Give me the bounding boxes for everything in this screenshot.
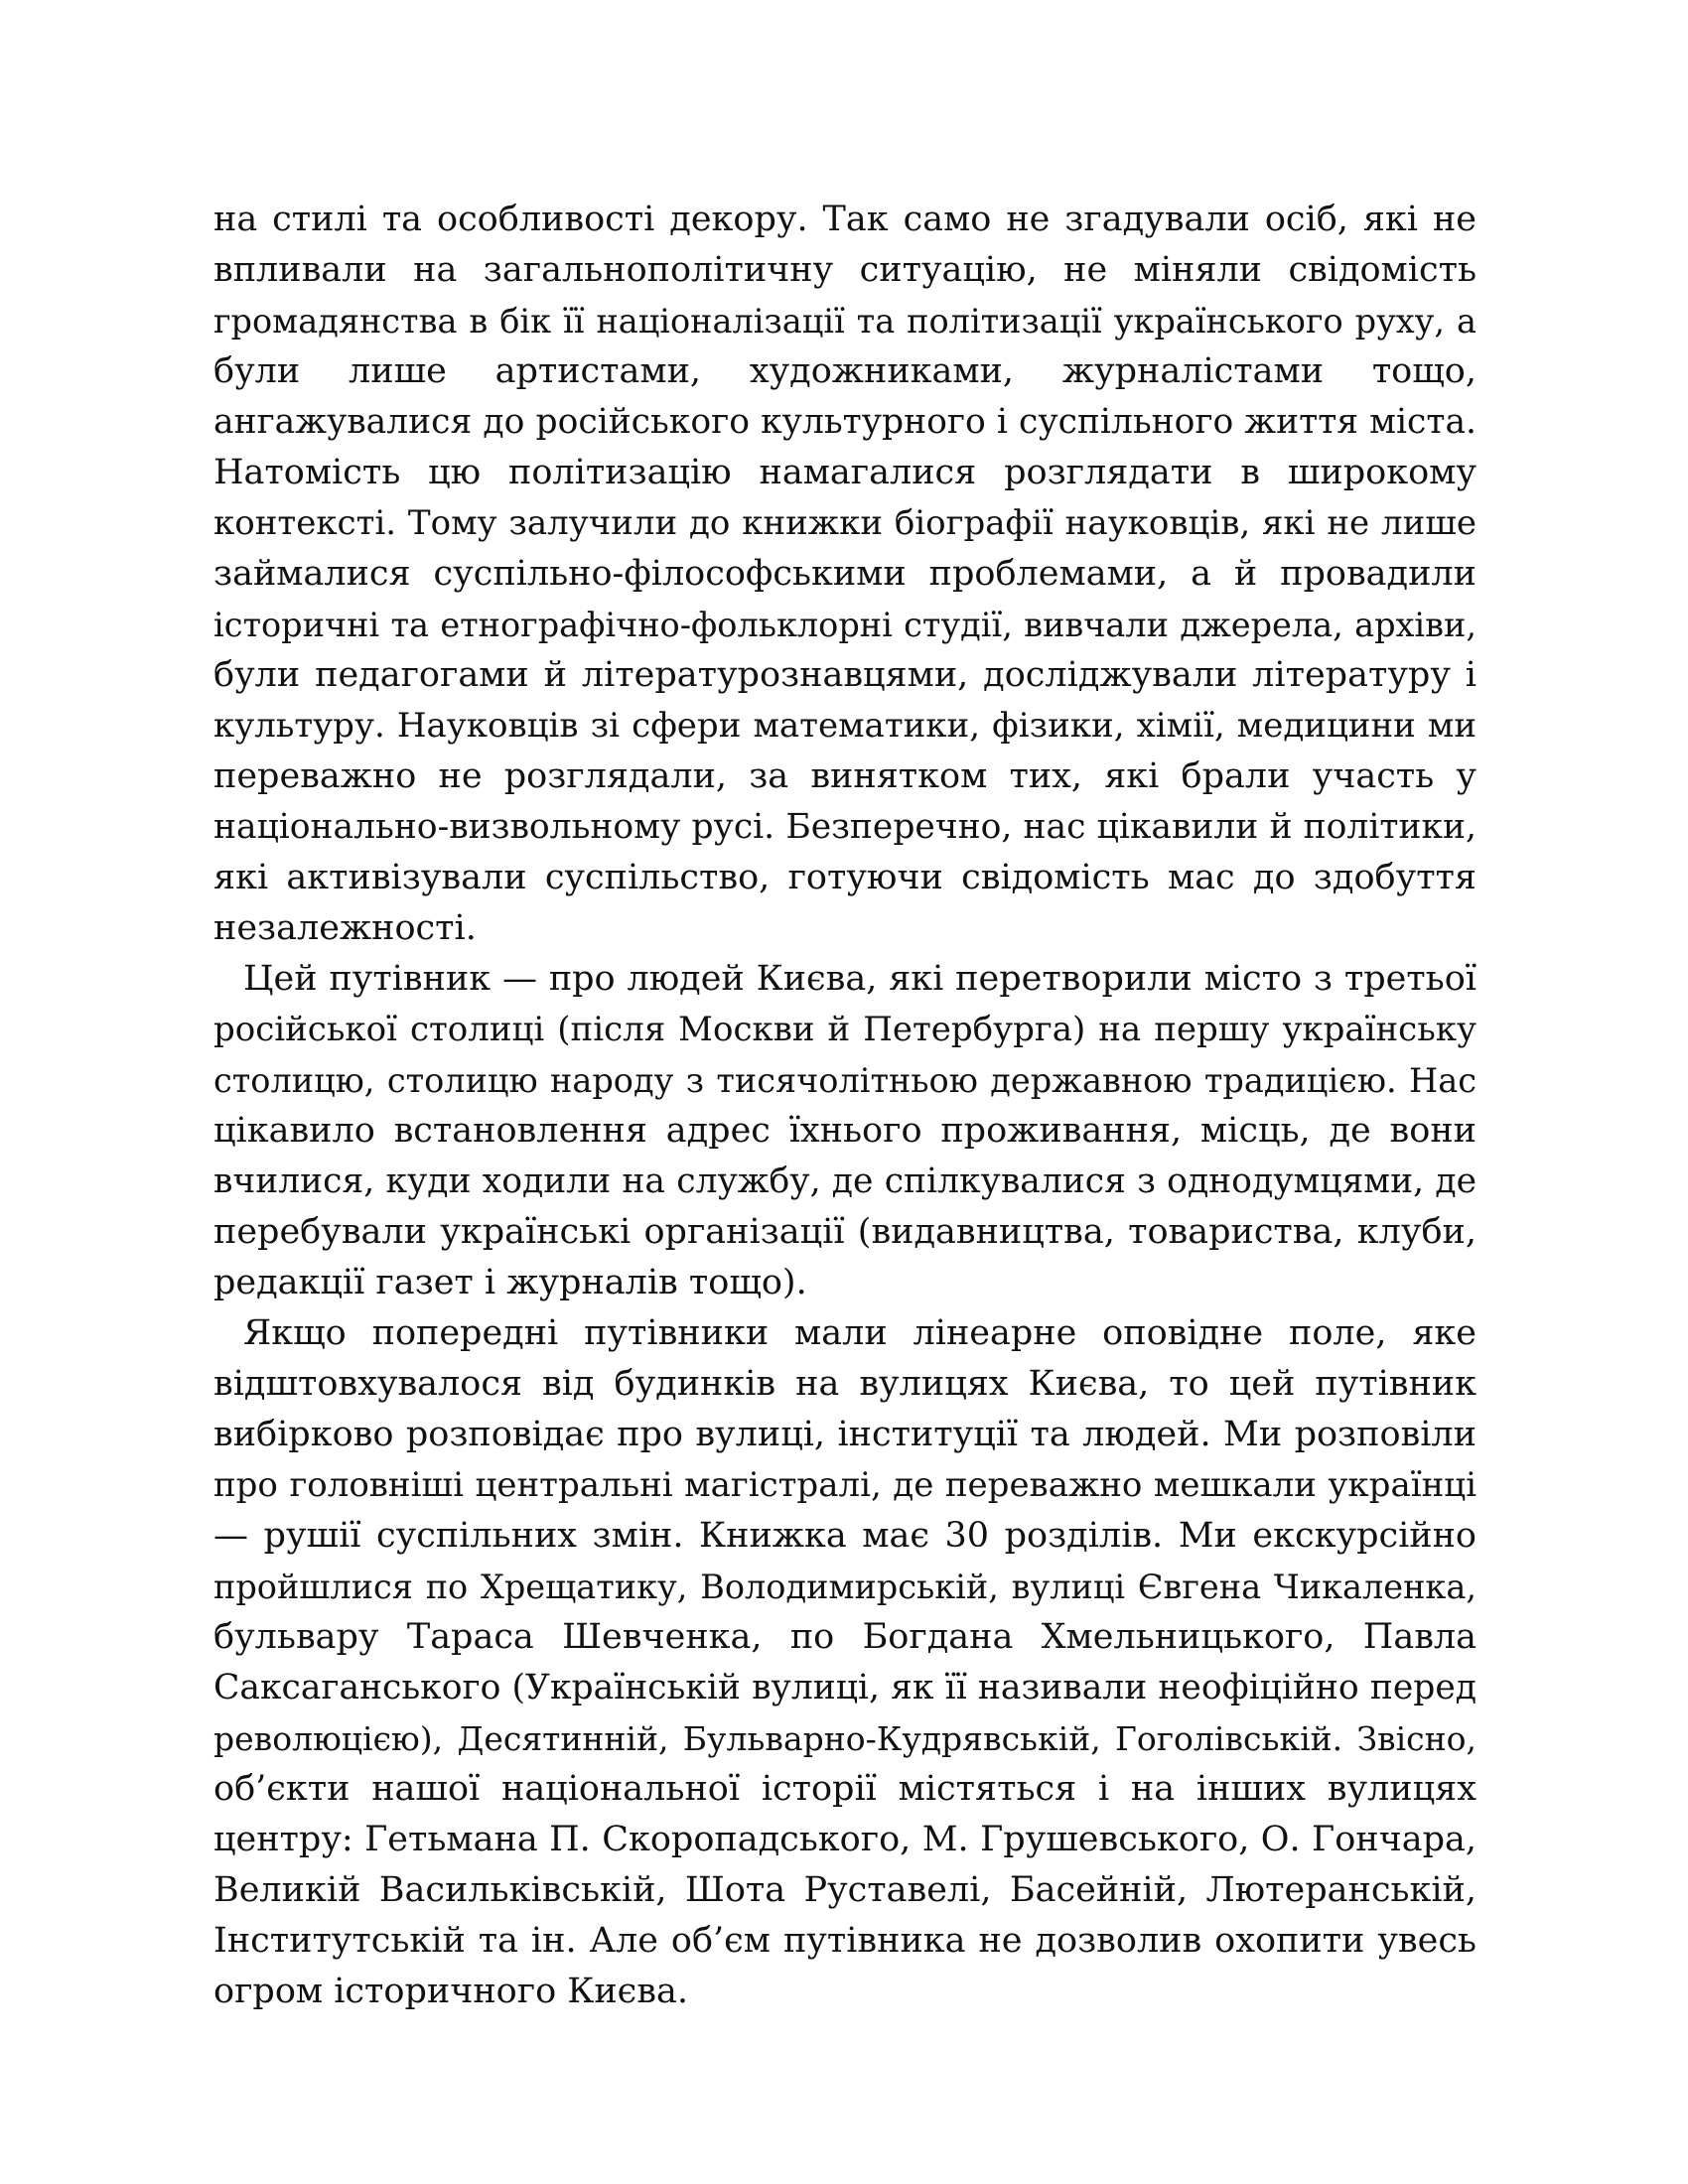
text-line: вчилися, куди ходили на службу, де спілкувалися з однодумцями, де xyxy=(213,1161,1477,1201)
text-line: були лише артистами, художниками, журналістами тощо, xyxy=(213,351,1477,391)
text-line: переважно не розглядали, за винятком тих, які брали участь у xyxy=(213,756,1477,796)
text-line: контексті. Тому залучили до книжки біографії науковців, які не лише xyxy=(213,503,1477,543)
paragraph-3 xyxy=(213,1308,1477,2017)
text-line: редакції газет і журналів тощо). xyxy=(213,1263,807,1302)
text-line: впливали на загальнополітичну ситуацію, не міняли свідомість xyxy=(213,250,1477,290)
text-line: Саксаганського (Українській вулиці, як її називали неофіційно перед xyxy=(213,1668,1477,1707)
text-line: громадянства в бік її націоналізації та політизації українського руху, а xyxy=(213,302,1477,341)
text-line: Інститутській та ін. Але об’єм путівника не дозволив охопити увесь xyxy=(213,1921,1477,1961)
text-line: культуру. Науковців зі сфери математики, фізики, хімії, медицини ми xyxy=(213,706,1477,746)
text-line: національно-визвольному русі. Безперечно, нас цікавили й політики, xyxy=(213,807,1477,847)
paragraph-1 xyxy=(213,195,1477,954)
text-line: Великій Васильківській, Шота Руставелі, Басейній, Лютеранській, xyxy=(213,1870,1477,1910)
text-line: революцією), Десятинній, Бульварно-Кудрявській, Гоголівській. Звісно, xyxy=(213,1719,1477,1758)
paragraph-2 xyxy=(213,954,1477,1308)
text-line: перебували українські організації (видавництва, товариства, клуби, xyxy=(213,1212,1477,1252)
text-line: огром історичного Києва. xyxy=(213,1972,688,2011)
text-line: які активізували суспільство, готуючи свідомість мас до здобуття xyxy=(213,858,1477,897)
text-line: Якщо попередні путівники мали лінеарне оповідне поле, яке xyxy=(243,1313,1477,1353)
text-line: ангажувалися до російського культурного і суспільного життя міста. xyxy=(213,402,1477,442)
text-line: столицю, столицю народу з тисячолітньою державною традицією. Нас xyxy=(213,1061,1477,1100)
text-line: незалежності. xyxy=(213,908,477,948)
text-line: центру: Гетьмана П. Скоропадського, М. Грушевського, О. Гончара, xyxy=(213,1820,1477,1859)
text-line: відштовхувалося від будинків на вулицях Києва, то цей путівник xyxy=(213,1364,1477,1404)
body-text xyxy=(213,195,1477,2017)
text-line: були педагогами й літературознавцями, досліджували літературу і xyxy=(213,655,1477,695)
text-line: Цей путівник — про людей Києва, які перетворили місто з третьої xyxy=(243,959,1477,999)
text-line: Натомість цю політизацію намагалися розглядати в широкому xyxy=(213,453,1477,492)
text-line: цікавило встановлення адрес їхнього проживання, місць, де вони xyxy=(213,1111,1477,1151)
text-line: бульвару Тараса Шевченка, по Богдана Хмельницького, Павла xyxy=(213,1617,1477,1657)
text-line: — рушії суспільних змін. Книжка має 30 розділів. Ми екскурсійно xyxy=(213,1516,1477,1556)
text-line: займалися суспільно-філософськими проблемами, а й провадили xyxy=(213,554,1477,594)
text-line: вибірково розповідає про вулиці, інституції та людей. Ми розповіли xyxy=(213,1415,1477,1454)
text-line: російської столиці (після Москви й Петербурга) на першу українську xyxy=(213,1010,1477,1049)
text-line: об’єкти нашої національної історії містяться і на інших вулицях xyxy=(213,1769,1477,1809)
text-line: історичні та етнографічно-фольклорні студії, вивчали джерела, архіви, xyxy=(213,606,1477,644)
text-line: пройшлися по Хрещатику, Володимирській, вулиці Євгена Чикаленка, xyxy=(213,1568,1477,1606)
text-line: на стилі та особливості декору. Так само не згадували осіб, які не xyxy=(213,200,1477,239)
text-line: про головніші центральні магістралі, де переважно мешкали українці xyxy=(213,1465,1477,1505)
